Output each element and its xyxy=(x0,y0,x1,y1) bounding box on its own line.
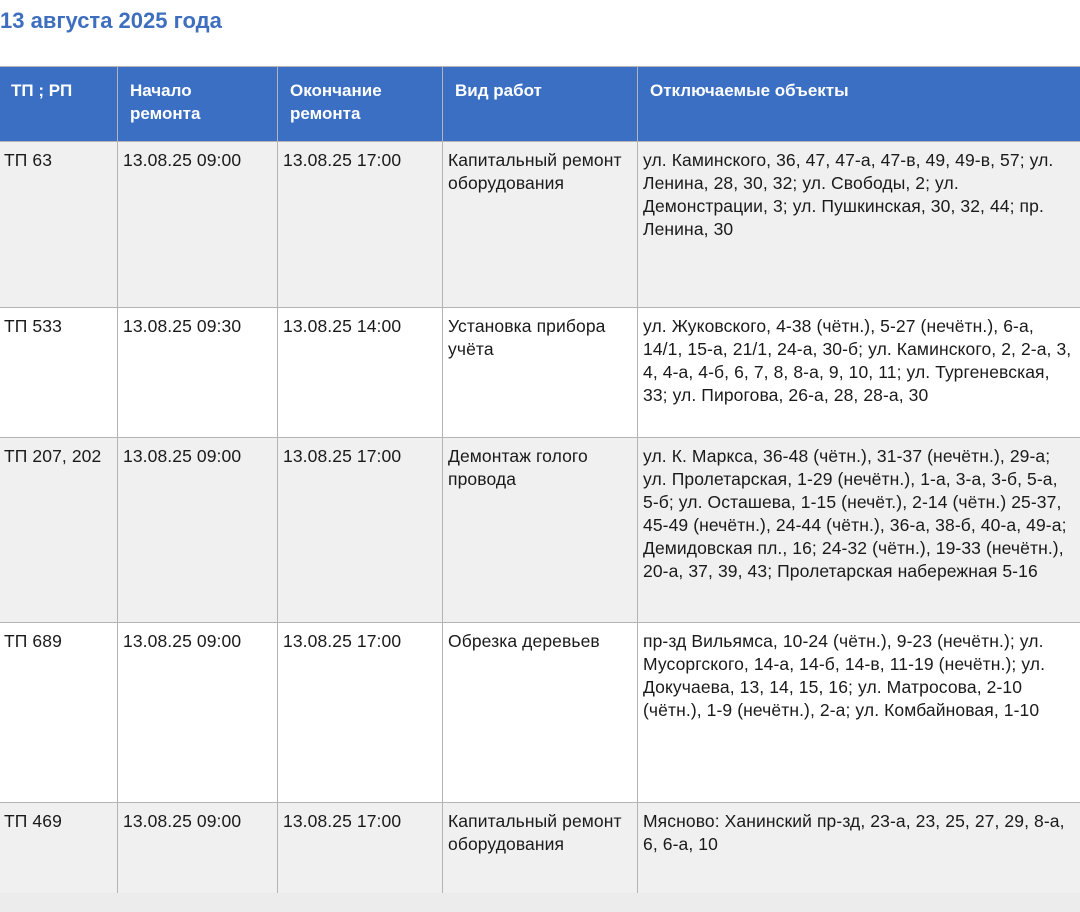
cell-tp: ТП 63 xyxy=(0,142,118,308)
header-work-type: Вид работ xyxy=(443,67,638,142)
cell-tp: ТП 689 xyxy=(0,623,118,803)
table-row xyxy=(0,308,1080,438)
cell-end: 13.08.25 17:00 xyxy=(278,803,443,895)
cell-start: 13.08.25 09:00 xyxy=(118,142,278,308)
cell-tp: ТП 469 xyxy=(0,803,118,895)
cell-objects: Мясново: Ханинский пр-зд, 23-а, 23, 25, 27, 29, 8-а, 6, 6-а, 10 xyxy=(638,803,1080,895)
cell-work-type: Капитальный ремонт оборудования xyxy=(443,142,638,308)
cell-end: 13.08.25 17:00 xyxy=(278,623,443,803)
cell-work-type: Обрезка деревьев xyxy=(443,623,638,803)
table-row xyxy=(0,142,1080,308)
cell-objects: ул. Жуковского, 4-38 (чётн.), 5-27 (нечётн.), 6-а, 14/1, 15-а, 21/1, 24-а, 30-б; ул. Каминского, 2, 2-а, 3, 4, 4-а, 4-б, 6, 7, 8, 8-а, 9, 10, 11; ул. Тургеневская, 33; ул. Пирогова, 26-а, 28, 28-а, 30 xyxy=(638,308,1080,438)
outage-table xyxy=(0,66,1080,895)
table-row xyxy=(0,623,1080,803)
cell-tp: ТП 207, 202 xyxy=(0,438,118,623)
header-end: Окончание ремонта xyxy=(278,67,443,142)
cell-work-type: Демонтаж голого провода xyxy=(443,438,638,623)
cell-end: 13.08.25 14:00 xyxy=(278,308,443,438)
cell-end: 13.08.25 17:00 xyxy=(278,142,443,308)
header-tp: ТП ; РП xyxy=(0,67,118,142)
cell-objects: пр-зд Вильямса, 10-24 (чётн.), 9-23 (нечётн.); ул. Мусоргского, 14-а, 14-б, 14-в, 11-19 (нечётн.); ул. Докучаева, 13, 14, 15, 16; ул. Матросова, 2-10 (чётн.), 1-9 (нечётн.), 2-а; ул. Комбайновая, 1-10 xyxy=(638,623,1080,803)
bottom-divider xyxy=(0,893,1080,912)
cell-objects: ул. Каминского, 36, 47, 47-а, 47-в, 49, 49-в, 57; ул. Ленина, 28, 30, 32; ул. Свободы, 2; ул. Демонстрации, 3; ул. Пушкинская, 30, 32, 44; пр. Ленина, 30 xyxy=(638,142,1080,308)
table-row xyxy=(0,803,1080,895)
table-header-row xyxy=(0,67,1080,142)
cell-work-type: Установка прибора учёта xyxy=(443,308,638,438)
cell-start: 13.08.25 09:00 xyxy=(118,438,278,623)
cell-tp: ТП 533 xyxy=(0,308,118,438)
cell-start: 13.08.25 09:30 xyxy=(118,308,278,438)
table-row xyxy=(0,438,1080,623)
cell-end: 13.08.25 17:00 xyxy=(278,438,443,623)
cell-objects: ул. К. Маркса, 36-48 (чётн.), 31-37 (нечётн.), 29-а; ул. Пролетарская, 1-29 (нечётн.), 1-а, 3-а, 3-б, 5-а, 5-б; ул. Осташева, 1-15 (нечёт.), 2-14 (чётн.) 25-37, 45-49 (нечётн.), 24-44 (чётн.), 36-а, 38-б, 40-а, 49-а; Демидовская пл., 16; 24-32 (чётн.), 19-33 (нечётн.), 20-а, 37, 39, 43; Пролетарская набережная 5-16 xyxy=(638,438,1080,623)
page-title: 13 августа 2025 года xyxy=(0,8,222,33)
cell-start: 13.08.25 09:00 xyxy=(118,623,278,803)
header-objects: Отключаемые объекты xyxy=(638,67,1080,142)
header-start: Начало ремонта xyxy=(118,67,278,142)
cell-start: 13.08.25 09:00 xyxy=(118,803,278,895)
cell-work-type: Капитальный ремонт оборудования xyxy=(443,803,638,895)
